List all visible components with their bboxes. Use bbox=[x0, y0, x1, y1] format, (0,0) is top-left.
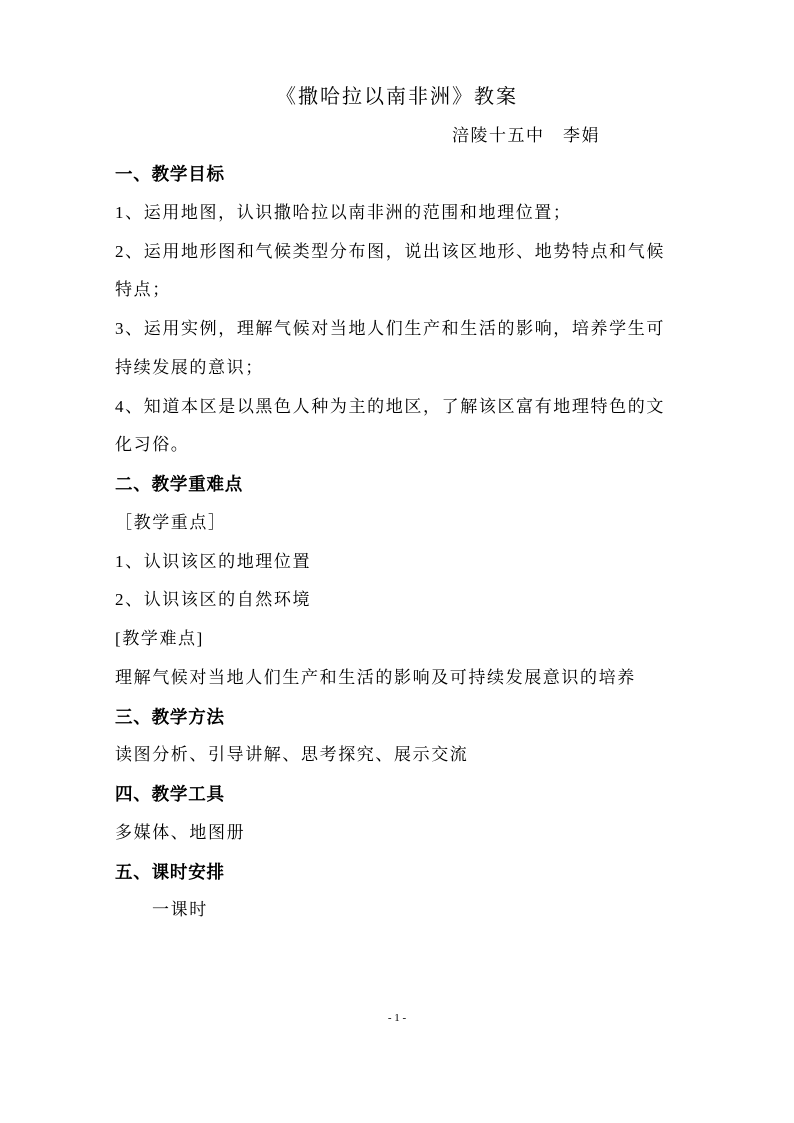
objective-item-2-line-1: 2、运用地形图和气候类型分布图，说出该区地形、地势特点和气候 bbox=[115, 241, 665, 261]
section-heading-tools: 四、教学工具 bbox=[115, 784, 225, 804]
section-heading-methods: 三、教学方法 bbox=[115, 706, 225, 727]
key-point-item-2: 2、认识该区的自然环境 bbox=[115, 590, 312, 610]
methods-text: 读图分析、引导讲解、思考探究、展示交流 bbox=[115, 745, 469, 765]
page-number: - 1 - bbox=[387, 1012, 407, 1024]
objective-item-3-line-2: 持续发展的意识； bbox=[115, 357, 264, 377]
objective-item-4-line-2: 化习俗。 bbox=[115, 435, 190, 455]
section-heading-schedule: 五、课时安排 bbox=[115, 861, 225, 882]
subsection-label-key-points: ［教学重点］ bbox=[115, 512, 227, 532]
objective-item-3-line-1: 3、运用实例，理解气候对当地人们生产和生活的影响，培养学生可 bbox=[115, 319, 665, 338]
subsection-label-difficulties: [教学难点] bbox=[115, 629, 204, 648]
objective-item-1: 1、运用地图，认识撒哈拉以南非洲的范围和地理位置； bbox=[115, 202, 572, 222]
document-title: 《撒哈拉以南非洲》教案 bbox=[276, 86, 518, 108]
tools-text: 多媒体、地图册 bbox=[115, 822, 246, 842]
schedule-text: 一课时 bbox=[152, 900, 208, 920]
author-line: 涪陵十五中 李娟 bbox=[452, 126, 600, 145]
difficulty-item-1: 理解气候对当地人们生产和生活的影响及可持续发展意识的培养 bbox=[115, 667, 636, 687]
key-point-item-1: 1、认识该区的地理位置 bbox=[115, 551, 312, 571]
section-heading-key-points: 二、教学重难点 bbox=[115, 474, 244, 494]
document-body bbox=[115, 155, 675, 930]
objective-item-4-line-1: 4、知道本区是以黑色人种为主的地区，了解该区富有地理特色的文 bbox=[115, 396, 665, 416]
section-heading-objectives: 一、教学目标 bbox=[115, 164, 225, 184]
objective-item-2-line-2: 特点； bbox=[115, 280, 171, 300]
